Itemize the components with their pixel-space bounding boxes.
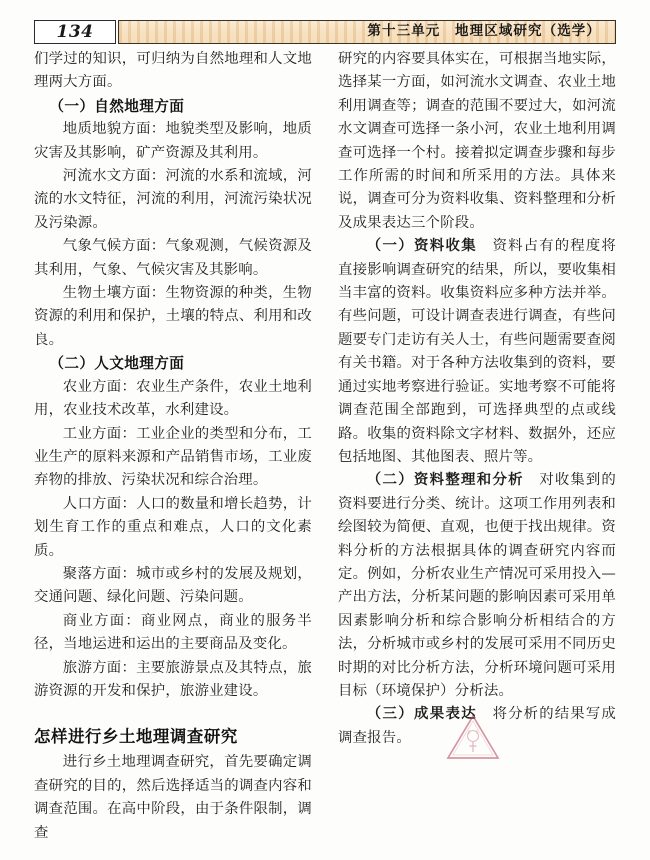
section-heading-survey-method: 怎样进行乡土地理调查研究 — [34, 727, 238, 747]
paragraph-data-collection — [338, 235, 616, 469]
subheading-data-analysis: （二）资料整理和分析 — [366, 472, 524, 489]
paragraph-industry: 工业方面：工业企业的类型和分布，工业生产的原料来源和产品销售市场，工业废弃物的排放、污染状况和综合治理。 — [34, 425, 312, 489]
spacer — [477, 238, 493, 254]
paragraph-hydrology: 河流水文方面：河流的水系和流域，河流的水文特征，河流的利用，河流污染状况及污染源。 — [34, 168, 312, 231]
paragraph-data-analysis-text: 对收集到的资料要进行分类、统计。这项工作用列表和绘图较为简便、直观，也便于找出规律。资料分析的方法根据具体的调查研究内容而定。例如，分析农业生产情况可采用投入—产出方法，分析某问题的影响因素可采用单因素影响分析和综合影响分析相结合的方法，分析城市或乡村的发展可采用不同历史时期的对比分析方法，分析环境问题可采用目标（环境保护）分析法。 — [338, 472, 616, 699]
paragraph-continuation-right: 研究的内容要具体实在，可根据当地实际，选择某一方面，如河流水文调查、农业土地利用调查等；调查的范围不要过大，如河流水文调查可选择一条小河，农业土地利用调查可选择一个村。接着拟定调查步骤和每步工作所需的时间和所采用的方法。具体来说，调查可分为资料收集、资料整理和分析及成果表达三个阶段。 — [338, 51, 616, 231]
paragraph-population: 人口方面：人口的数量和增长趋势，计划生育工作的重点和难点，人口的文化素质。 — [34, 495, 312, 559]
running-head — [34, 20, 616, 44]
page-number: 134 — [56, 21, 94, 42]
paragraph-commerce: 商业方面：商业网点，商业的服务半径，当地运进和运出的主要商品及变化。 — [34, 612, 312, 653]
paragraph-data-collection-text: 资料占有的程度将直接影响调查研究的结果，所以，要收集相当丰富的资料。收集资料应多种方法并举。有些问题，可设计调查表进行调查，有些问题要专门走访有关人士，有些问题需要查阅有关书籍。对于各种方法收集到的资料，要通过实地考察进行验证。实地考察不可能将调查范围全部跑到，可选择典型的点或线路。收集的资料除文字材料、数据外，还应包括地图、其他图表、照片等。 — [338, 238, 616, 465]
paragraph-settlement: 聚落方面：城市或乡村的发展及规划，交通问题、绿化问题、污染问题。 — [34, 565, 312, 606]
paragraph-agriculture: 农业方面：农业生产条件，农业土地利用，农业技术改革，水利建设。 — [34, 378, 312, 419]
left-column — [34, 48, 312, 845]
unit-title: 第十三单元 地理区域研究（选学） — [367, 23, 601, 40]
subheading-natural-geography: （一）自然地理方面 — [49, 97, 185, 115]
paragraph-continuation: 们学过的知识，可归纳为自然地理和人文地理两大方面。 — [34, 51, 312, 91]
body-columns — [34, 48, 616, 845]
running-head-band — [118, 20, 616, 44]
page-number-box — [34, 20, 116, 44]
subheading-results-expression: （三）成果表达 — [366, 706, 478, 723]
triangle-stamp-icon — [445, 712, 501, 762]
paragraph-data-analysis — [338, 469, 616, 703]
spacer — [524, 472, 540, 488]
paragraph-biology-soil: 生物土壤方面：生物资源的种类，生物资源的利用和保护，土壤的特点、利用和改良。 — [34, 285, 312, 348]
paragraph-geology: 地质地貌方面：地貌类型及影响，地质灾害及其影响，矿产资源及其利用。 — [34, 121, 312, 161]
subheading-human-geography: （二）人文地理方面 — [49, 355, 185, 373]
paragraph-climate: 气象气候方面：气象观测，气候资源及其利用，气象、气候灾害及其影响。 — [34, 238, 312, 278]
paragraph-tourism: 旅游方面：主要旅游景点及其特点，旅游资源的开发和保护，旅游业建设。 — [34, 659, 312, 699]
paragraph-section-opening: 进行乡土地理调查研究，首先要确定调查研究的目的，然后选择适当的调查内容和调查范围。在高中阶段，由于条件限制，调查 — [34, 754, 312, 841]
paragraph-results-expression-text: 将分析的结果写成调查报告。 — [338, 706, 616, 746]
subheading-data-collection: （一）资料收集 — [366, 238, 478, 255]
